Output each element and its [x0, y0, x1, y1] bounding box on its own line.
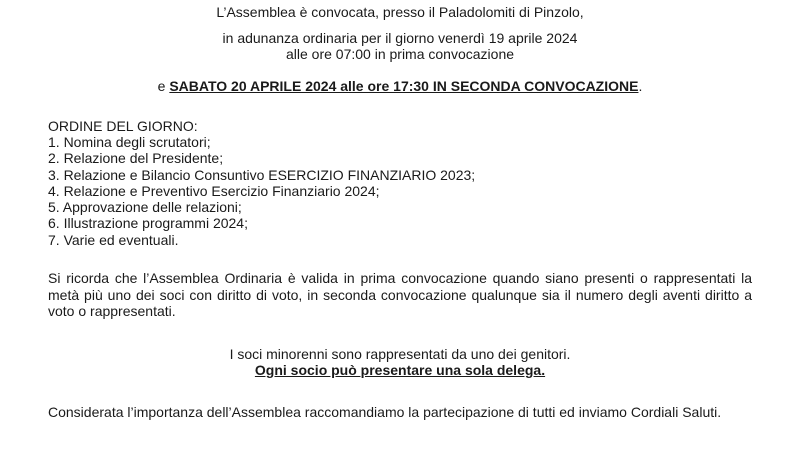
agenda-list — [48, 134, 475, 248]
agenda-item: 4. Relazione e Preventivo Esercizio Finanziario 2024; — [48, 182, 380, 199]
agenda-item: 7. Varie ed eventuali. — [48, 231, 179, 248]
agenda-item: 1. Nomina degli scrutatori; — [48, 134, 211, 150]
closing-text: Considerata l’importanza dell’Assemblea raccomandiamo la partecipazione di tutti ed inviamo Cordiali Saluti. — [48, 404, 722, 420]
validity-note: Si ricorda che l’Assemblea Ordinaria è valida in prima convocazione quando siano presenti o rappresentati la metà più uno dei soci con diritto di voto, in seconda convocazione qualunque sia il numero degli aventi diritto a voto o rappresentati. — [48, 270, 752, 319]
minors-note: I soci minorenni sono rappresentati da uno dei genitori. — [229, 346, 571, 362]
convocation-location: L’Assemblea è convocata, presso il Paladolomiti di Pinzolo, — [216, 4, 584, 20]
agenda-item: 2. Relazione del Presidente; — [48, 150, 224, 167]
agenda-item: 5. Approvazione delle relazioni; — [48, 199, 242, 216]
delegation-note: Ogni socio può presentare una sola delega. — [254, 362, 546, 378]
agenda-item: 6. Illustrazione programmi 2024; — [48, 215, 248, 232]
agenda-item: 3. Relazione e Bilancio Consuntivo ESERCIZIO FINANZIARIO 2023; — [48, 166, 476, 183]
convocation-first-date: in adunanza ordinaria per il giorno venerdì 19 aprile 2024 — [222, 30, 578, 46]
convocation-second — [48, 78, 752, 94]
second-call-suffix: . — [638, 78, 643, 94]
second-call-date: SABATO 20 APRILE 2024 alle ore 17:30 IN SECONDA CONVOCAZIONE — [169, 78, 639, 94]
convocation-first-time: alle ore 07:00 in prima convocazione — [285, 46, 515, 62]
agenda-title: ORDINE DEL GIORNO: — [48, 118, 198, 134]
second-call-prefix: e — [157, 78, 170, 94]
